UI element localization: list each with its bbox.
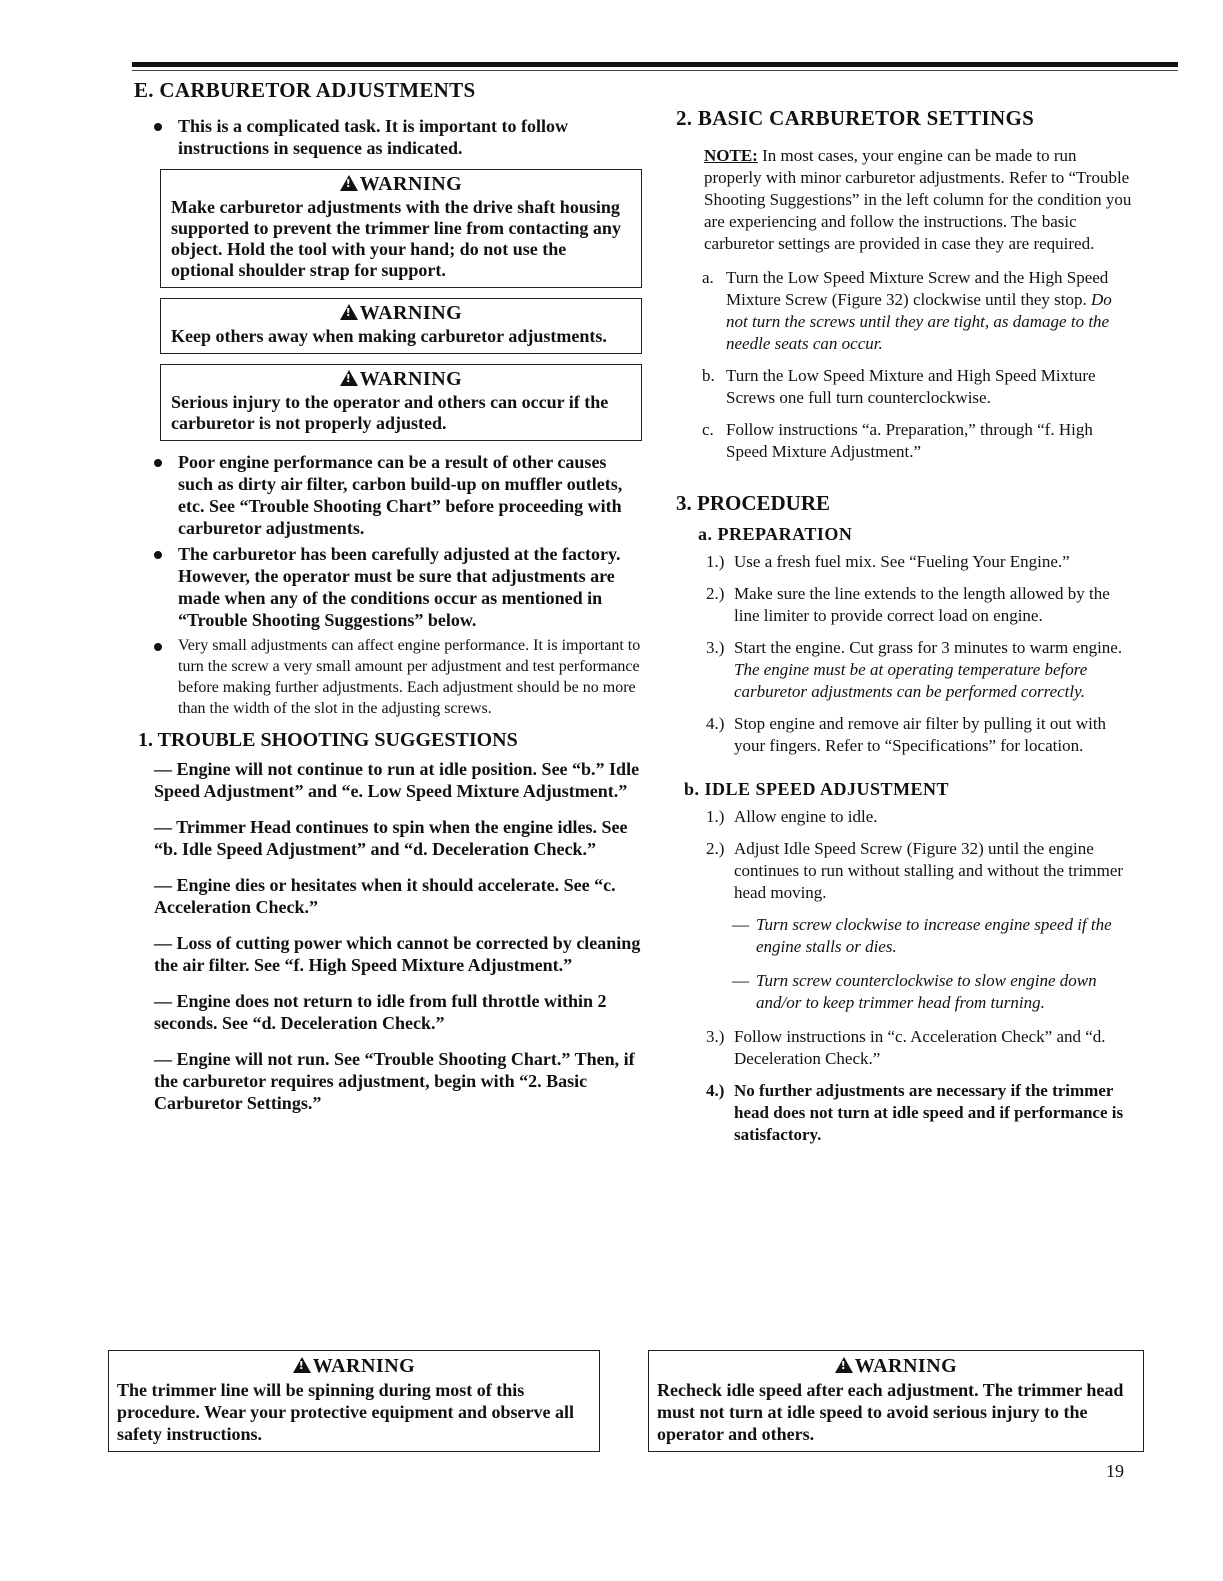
prep-step: 1.) Use a fresh fuel mix. See “Fueling Your Engine.” (706, 552, 1070, 571)
warning-triangle-icon (340, 370, 358, 386)
bullet-dot (154, 123, 162, 131)
trouble-item: — Engine dies or hesitates when it should accelerate. See “c. Acceleration Check.” (154, 875, 616, 917)
basic-note: NOTE: In most cases, your engine can be made to run properly with minor carburetor adjustments. Refer to “Trouble Shooting Suggestions” in the left column for the condition you are experiencing and follow the instructions. The basic carburetor settings are provided in case they are required. (704, 146, 1132, 253)
idle-step: 4.) No further adjustments are necessary if the trimmer head does not turn at idle speed and if performance is satisfactory. (706, 1081, 1124, 1144)
bullet-small-adjustments: Very small adjustments can affect engine performance. It is important to turn the screw a very small amount per adjustment and test performance before making further adjustments. Each adjustment should be no more than the width of the slot in the adjusting screws. (150, 635, 642, 719)
bullet-dot (154, 551, 162, 559)
note-label: NOTE: (704, 146, 758, 165)
warning-box-recheck-idle (648, 1350, 1144, 1452)
idle-step: 2.) Adjust Idle Speed Screw (Figure 32) until the engine continues to run without stalling and without the trimmer head moving. (706, 839, 1124, 902)
warning-box-spinning-line (108, 1350, 600, 1452)
procedure-title: 3. PROCEDURE (676, 491, 831, 515)
idle-speed-title: b. IDLE SPEED ADJUSTMENT (684, 779, 950, 799)
trouble-item: — Engine does not return to idle from full throttle within 2 seconds. See “d. Deceleration Check.” (154, 991, 607, 1033)
warning-heading: !WARNING (117, 1355, 591, 1377)
page-number: 19 (1106, 1461, 1124, 1481)
warning-triangle-icon (340, 304, 358, 320)
left-column (112, 78, 642, 1128)
dash-mark: — (732, 971, 749, 990)
warning-heading: !WARNING (171, 369, 631, 390)
bullet-poor-performance: Poor engine performance can be a result of other causes such as dirty air filter, carbon build-up on muffler outlets, etc. See “Trouble Shooting Chart” before proceeding with carburetor adjustments. (150, 451, 642, 539)
warning-triangle-icon (835, 1357, 853, 1373)
intro-bullet (150, 115, 642, 159)
basic-settings-title: 2. BASIC CARBURETOR SETTINGS (676, 106, 1035, 130)
warning-heading: !WARNING (171, 174, 631, 195)
warning-triangle-icon (340, 175, 358, 191)
warning-box-drive-shaft (160, 169, 642, 288)
top-rule-thin (132, 70, 1178, 71)
prep-step: 3.) Start the engine. Cut grass for 3 minutes to warm engine. The engine must be at operating temperature before carburetor adjustments can be performed correctly. (706, 638, 1123, 701)
intro-text: This is a complicated task. It is important to follow instructions in sequence as indicated. (178, 116, 569, 158)
warning-text: Make carburetor adjustments with the drive shaft housing supported to prevent the trimmer line from contacting any object. Hold the tool with your hand; do not use the optional shoulder strap for support. (171, 197, 621, 280)
right-column (648, 78, 1136, 1156)
basic-step-a: a. Turn the Low Speed Mixture Screw and the High Speed Mixture Screw (Figure 32) clockwise until they stop. Do not turn the screws until they are tight, as damage to the needle seats can occur. (702, 268, 1112, 353)
idle-substep: — Turn screw counterclockwise to slow engine down and/or to keep trimmer head from turning. (732, 971, 1097, 1012)
trouble-item: — Loss of cutting power which cannot be corrected by cleaning the air filter. See “f. High Speed Mixture Adjustment.” (154, 933, 641, 975)
trouble-item: — Trimmer Head continues to spin when the engine idles. See “b. Idle Speed Adjustment” and “d. Deceleration Check.” (154, 817, 628, 859)
warning-heading: !WARNING (171, 303, 631, 324)
section-title: E. CARBURETOR ADJUSTMENTS (134, 78, 476, 102)
warning-triangle-icon (293, 1357, 311, 1373)
preparation-title: a. PREPARATION (698, 524, 853, 544)
idle-step: 1.) Allow engine to idle. (706, 807, 878, 826)
bullet-dot (154, 459, 162, 467)
bullet-factory-adjusted: The carburetor has been carefully adjusted at the factory. However, the operator must be sure that adjustments are made when any of the conditions occur as mentioned in “Trouble Shooting Suggestions” below. (150, 543, 642, 631)
warning-text: Serious injury to the operator and others can occur if the carburetor is not properly adjusted. (171, 392, 609, 433)
warning-heading: !WARNING (657, 1355, 1135, 1377)
prep-step: 4.) Stop engine and remove air filter by pulling it out with your fingers. Refer to “Specifications” for location. (706, 714, 1107, 755)
warning-box-serious-injury (160, 364, 642, 441)
prep-step: 2.) Make sure the line extends to the length allowed by the line limiter to provide correct load on engine. (706, 584, 1110, 625)
idle-substep: — Turn screw clockwise to increase engine speed if the engine stalls or dies. (732, 915, 1112, 956)
basic-step-c: c. Follow instructions “a. Preparation,” through “f. High Speed Mixture Adjustment.” (702, 420, 1093, 461)
warning-box-keep-others (160, 298, 642, 354)
top-rule (132, 62, 1178, 67)
bullet-dot (154, 643, 162, 651)
trouble-item: — Engine will not continue to run at idle position. See “b.” Idle Speed Adjustment” and “e. Low Speed Mixture Adjustment.” (154, 759, 640, 801)
idle-step: 3.) Follow instructions in “c. Acceleration Check” and “d. Deceleration Check.” (706, 1027, 1106, 1068)
trouble-shooting-title: 1. TROUBLE SHOOTING SUGGESTIONS (138, 729, 518, 751)
dash-mark: — (732, 915, 749, 934)
warning-text: Keep others away when making carburetor adjustments. (171, 326, 607, 346)
warning-text: Recheck idle speed after each adjustment. The trimmer head must not turn at idle speed to avoid serious injury to the operator and others. (657, 1380, 1124, 1444)
warning-text: The trimmer line will be spinning during most of this procedure. Wear your protective equipment and observe all safety instructions. (117, 1380, 574, 1444)
trouble-item: — Engine will not run. See “Trouble Shooting Chart.” Then, if the carburetor requires adjustment, begin with “2. Basic Carburetor Settings.” (154, 1049, 635, 1113)
basic-step-b: b. Turn the Low Speed Mixture and High Speed Mixture Screws one full turn counterclockwise. (702, 366, 1096, 407)
